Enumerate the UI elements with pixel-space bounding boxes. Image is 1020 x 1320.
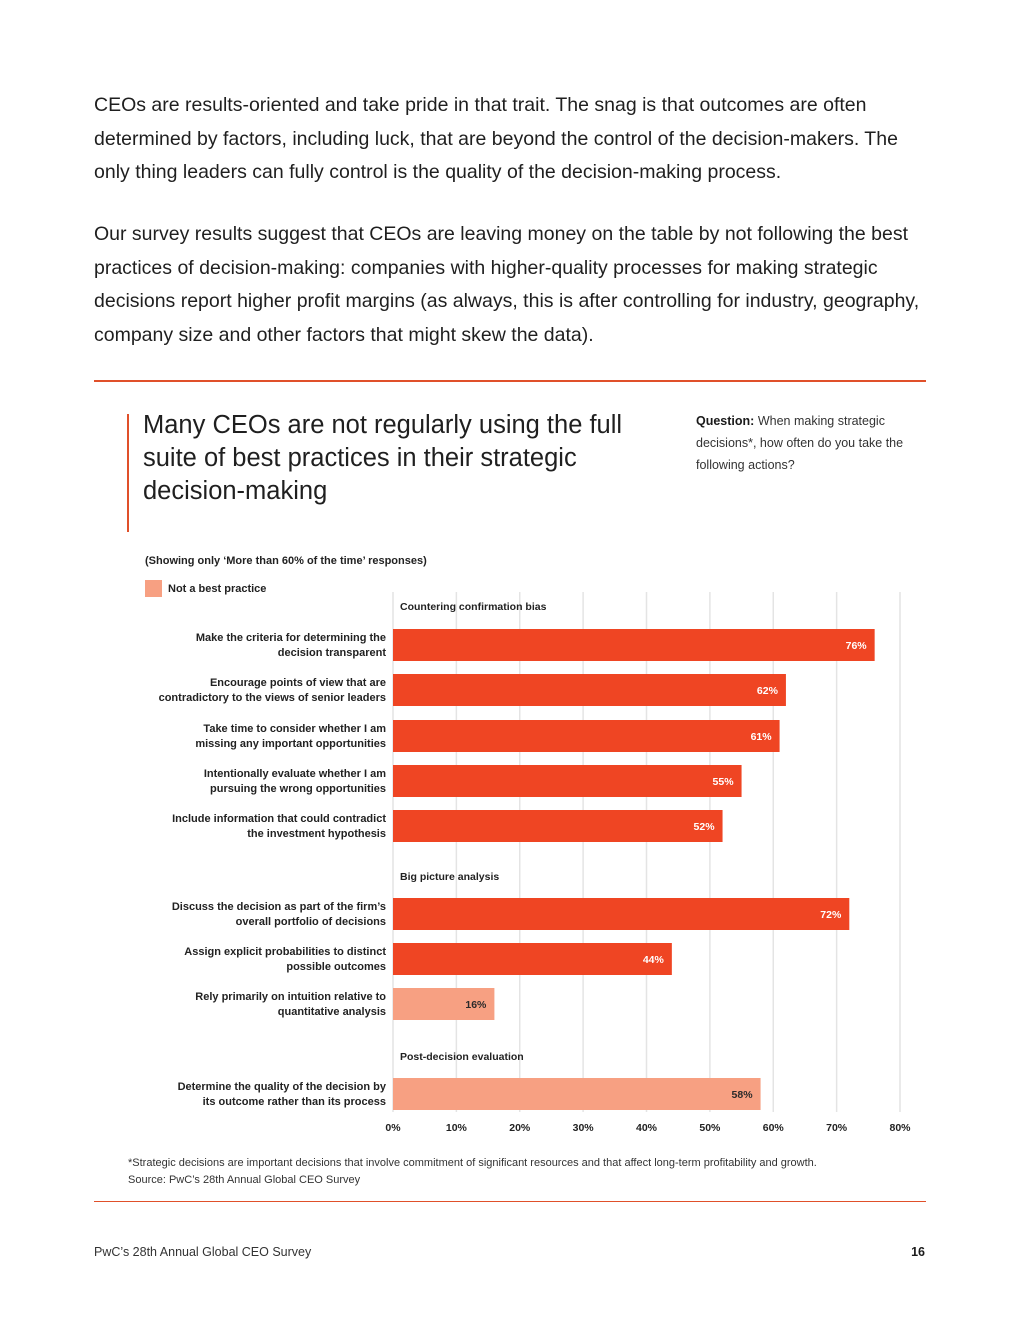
footnote [128,1155,918,1189]
x-tick-label: 80% [889,1122,911,1134]
footnote-source: Source: PwC’s 28th Annual Global CEO Survey [128,1174,361,1186]
page-number: 16 [911,1245,925,1259]
bar [393,810,723,842]
showing-note: (Showing only ‘More than 60% of the time’ responses) [145,555,427,567]
bar-category-label [196,632,386,659]
question-text: When making strategic decisions*, how often do you take the following actions? [696,414,904,472]
bar-value-label: 61% [750,731,772,743]
bar-category-label-line: Rely primarily on intuition relative to [195,991,386,1003]
bar-category-label-line: quantitative analysis [277,1006,386,1018]
bar-category-label-line: Determine the quality of the decision by [177,1081,386,1093]
x-tick-label: 60% [762,1122,784,1134]
bar [393,943,672,975]
bar-category-label-line: Intentionally evaluate whether I am [203,768,386,780]
group-label: Countering confirmation bias [400,601,547,613]
x-tick-label: 20% [509,1122,531,1134]
bar-category-label-line: Assign explicit probabilities to distinct [184,946,386,958]
bar-category-label [172,901,386,928]
bar-category-label-line: possible outcomes [286,961,386,973]
group-label: Big picture analysis [400,871,500,883]
footnote-definition: *Strategic decisions are important decisions that involve commitment of significant resources and that affect long-term profitability and growth. [128,1157,817,1169]
x-tick-label: 70% [826,1122,848,1134]
bar-category-label [178,1081,387,1108]
bar-category-label [195,991,386,1018]
bar-chart [0,582,1020,1145]
bar-value-label: 52% [693,821,715,833]
bar-category-label [172,813,386,840]
bar [393,720,780,752]
bar [393,674,786,706]
bar-value-label: 58% [731,1089,753,1101]
bar-value-label: 44% [642,954,664,966]
question-label: Question: [696,414,755,428]
x-tick-label: 50% [699,1122,721,1134]
bar-category-label-line: Discuss the decision as part of the firm’s [171,901,386,913]
body-paragraph-1: CEOs are results-oriented and take pride in that trait. The snag is that outcomes are often determined by factors, including luck, that are beyond the control of the decision-makers. The only thing leaders can fully control is the quality of the decision-making process. [94,94,898,183]
bar-category-label [184,946,386,973]
bar-category-label-line: Make the criteria for determining the [195,632,386,644]
title-accent-bar [127,414,129,532]
bar-category-label-line: missing any important opportunities [195,738,386,750]
bar-category-label-line: Take time to consider whether I am [203,723,386,735]
bar [393,629,875,661]
x-tick-label: 40% [635,1122,658,1134]
x-tick-label: 10% [445,1122,467,1134]
bar-value-label: 62% [756,685,778,697]
exhibit-title: Many CEOs are not regularly using the full suite of best practices in their strategic decision-making [143,411,623,505]
survey-question [696,410,916,476]
bar-category-label [195,723,386,750]
section-divider-top [94,380,926,382]
footer-publication: PwC’s 28th Annual Global CEO Survey [94,1245,312,1259]
bar-value-label: 72% [820,909,842,921]
bar-category-label-line: the investment hypothesis [247,828,386,840]
bar-category-label-line: its outcome rather than its process [202,1096,386,1108]
body-paragraph-2: Our survey results suggest that CEOs are leaving money on the table by not following the best practices of decision-making: companies with higher-quality processes for making strategic decisions report higher profit margins (as always, this is after controlling for industry, geography, company size and other factors that might skew the data). [94,223,920,346]
bar-value-label: 76% [845,640,867,652]
bar-value-label: 16% [465,999,487,1011]
bar-category-label-line: Include information that could contradict [172,813,386,825]
x-tick-label: 30% [572,1122,594,1134]
bar [393,765,742,797]
bar [393,898,849,930]
x-tick-label: 0% [385,1122,401,1134]
bar-category-label [204,768,386,795]
legend-label: Not a best practice [168,582,267,595]
bar-category-label-line: pursuing the wrong opportunities [210,783,386,795]
bar-value-label: 55% [712,776,734,788]
bar-category-label-line: contradictory to the views of senior leaders [158,692,386,704]
group-label: Post-decision evaluation [400,1051,524,1063]
bar-category-label-line: Encourage points of view that are [209,677,386,689]
bar-category-label-line: overall portfolio of decisions [235,916,386,928]
bar [393,1078,761,1110]
section-divider-bottom [94,1201,926,1202]
bar-category-label-line: decision transparent [277,647,386,659]
bar-category-label [159,677,386,704]
